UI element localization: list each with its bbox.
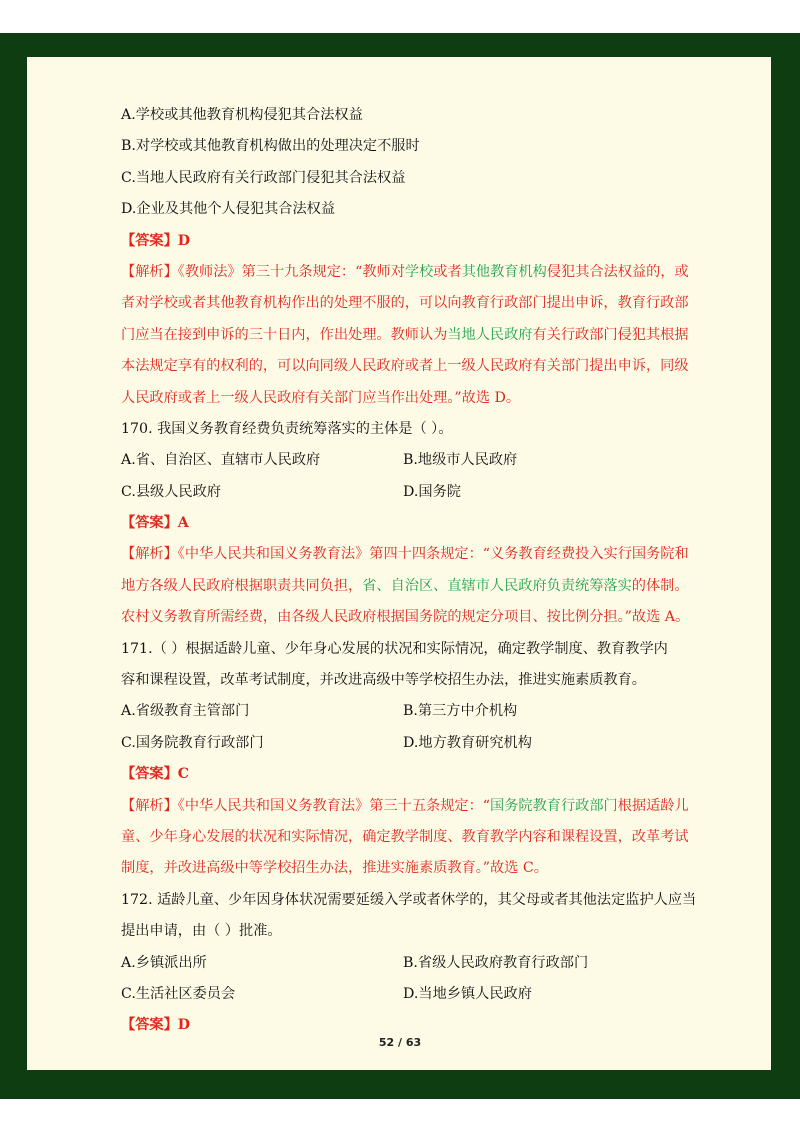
q172-options-row-2 [121,979,686,1010]
q171-option-b: B.第三方中介机构 [403,703,518,720]
q171-analysis-line-3: 制度，并改进高级中等学校招生办法，推进实施素质教育。”故选 C。 [121,860,548,877]
q169-option-d: D.企业及其他个人侵犯其合法权益 [121,201,336,218]
q172-options-row-1 [121,948,686,979]
q172-stem-line-2: 提出申请，由（ ）批准。 [121,923,282,940]
q171-option-a: A.省级教育主管部门 [121,703,250,720]
q169-analysis-line-1: 【解析】《教师法》第三十九条规定：“教师对学校或者其他教育机构侵犯其合法权益的，或 [121,263,689,280]
q171-stem-line-1: 171.（ ）根据适龄儿童、少年身心发展的状况和实际情况，确定教学制度、教育教学内 [121,640,668,657]
q169-option-c: C.当地人民政府有关行政部门侵犯其合法权益 [121,169,406,186]
q170-answer: 【答案】A [121,515,189,532]
q170-option-c: C.县级人民政府 [121,483,221,500]
q172-option-c: C.生活社区委员会 [121,985,236,1002]
q169-analysis-line-3: 门应当在接到申诉的三十日内，作出处理。教师认为当地人民政府有关行政部门侵犯其根据 [121,326,689,343]
q171-options-row-2 [121,728,686,759]
q171-analysis-line-1: 【解析】《中华人民共和国义务教育法》第三十五条规定：“国务院教育行政部门根据适龄儿 [121,797,689,814]
q171-option-c: C.国务院教育行政部门 [121,734,264,751]
q170-option-b: B.地级市人民政府 [403,452,518,469]
q172-option-b: B.省级人民政府教育行政部门 [403,954,589,971]
q171-stem-line-2: 容和课程设置，改革考试制度，并改进高级中等学校招生办法，推进实施素质教育。 [121,672,646,689]
q169-analysis-line-5: 人民政府或者上一级人民政府有关部门应当作出处理。”故选 D。 [121,389,521,406]
q171-answer: 【答案】C [121,766,190,783]
q169-analysis-line-2: 者对学校或者其他教育机构作出的处理不服的，可以向教育行政部门提出申诉，教育行政部 [121,295,689,312]
document-content [121,100,697,1042]
q170-options-row-1 [121,445,686,476]
q170-options-row-2 [121,477,686,508]
q171-option-d: D.地方教育研究机构 [403,734,532,751]
q172-option-a: A.乡镇派出所 [121,954,207,971]
q169-option-b: B.对学校或其他教育机构做出的处理决定不服时 [121,138,420,155]
q169-analysis-line-4: 本法规定享有的权利的，可以向同级人民政府或者上一级人民政府有关部门提出申诉，同级 [121,358,689,375]
q170-analysis-line-1: 【解析】《中华人民共和国义务教育法》第四十四条规定：“义务教育经费投入实行国务院和 [121,546,689,563]
q170-analysis-line-3: 农村义务教育所需经费，由各级人民政府根据国务院的规定分项目、按比例分担。”故选 A。 [121,609,690,626]
q170-option-a: A.省、自治区、直辖市人民政府 [121,452,321,469]
q170-stem: 170. 我国义务教育经费负责统筹落实的主体是（ ）。 [121,420,453,437]
q172-stem-line-1: 172. 适龄儿童、少年因身体状况需要延缓入学或者休学的，其父母或者其他法定监护人应当 [121,891,697,908]
q170-analysis-line-2: 地方各级人民政府根据职责共同负担，省、自治区、直辖市人民政府负责统筹落实的体制。 [121,577,689,594]
page-number: 52 / 63 [378,1036,422,1049]
q170-option-d: D.国务院 [403,483,461,500]
q169-option-a: A.学校或其他教育机构侵犯其合法权益 [121,107,363,123]
q172-option-d: D.当地乡镇人民政府 [403,985,532,1002]
q172-answer: 【答案】D [121,1017,191,1034]
q171-options-row-1 [121,696,686,727]
q169-answer: 【答案】D [121,232,191,249]
q171-analysis-line-2: 童、少年身心发展的状况和实际情况，确定教学制度、教育教学内容和课程设置，改革考试 [121,828,689,845]
